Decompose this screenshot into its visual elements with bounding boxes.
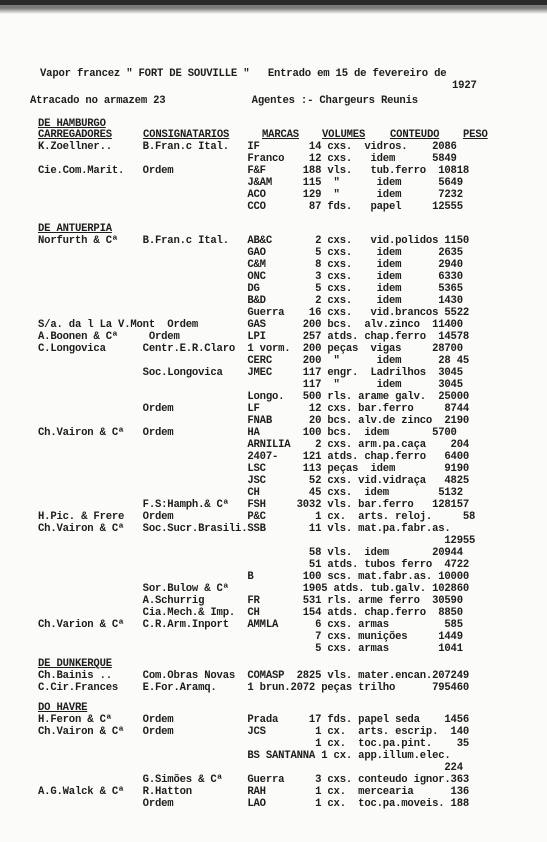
manifest-row: ACO 129 " idem 7232 [38,189,463,201]
manifest-row: S/a. da l La V.Mont Ordem GAS 200 bcs. alv.zinco 11400 [38,319,463,331]
manifest-row: J&AM 115 " idem 5649 [38,177,463,189]
vessel-line: Vapor francez " FORT DE SOUVILLE " Entrado em 15 de fevereiro de [40,68,447,80]
manifest-row: 2407- 121 atds. chap.ferro 6400 [38,451,470,463]
manifest-row: LSC 113 peças idem 9190 [38,463,470,475]
manifest-row: A.Boonen & Cª Ordem LPI 257 atds. chap.ferro 14578 [38,331,470,343]
section-title: DO HAVRE [38,702,88,714]
manifest-row: ONC 3 cxs. idem 6330 [38,271,463,283]
section-title: DE DUNKERQUE [38,658,112,670]
manifest-row: Guerra 16 cxs. vid.brancos 5522 [38,307,470,319]
manifest-row: Franco 12 cxs. idem 5849 [38,153,457,165]
column-consignatarios: CONSIGNATARIOS [143,129,230,141]
manifest-row: B&D 2 cxs. idem 1430 [38,295,463,307]
manifest-row: Ordem LF 12 cxs. bar.ferro 8744 [38,403,470,415]
column-carregadores: CARREGADORES [38,129,112,141]
manifest-row: 224 [38,762,463,774]
manifest-row: B 100 scs. mat.fabr.as. 10000 [38,571,470,583]
section-title: DE HAMBURGO [38,118,106,130]
manifest-row: Ch.Varion & Cª C.R.Arm.Inport AMMLA 6 cxs. armas 585 [38,619,463,631]
manifest-row: Sor.Bulow & Cª 1905 atds. tub.galv. 102860 [38,583,470,595]
manifest-row: G.Simões & Cª Guerra 3 cxs. conteudo ignor.363 [38,774,470,786]
manifest-row: CH 45 cxs. idem 5132 [38,487,463,499]
manifest-row: GAO 5 cxs. idem 2635 [38,247,463,259]
manifest-row: FNAB 20 bcs. alv.de zinco 2190 [38,415,470,427]
manifest-row: H.Feron & Cª Ordem Prada 17 fds. papel seda 1456 [38,714,470,726]
column-volumes: VOLUMES [322,129,366,141]
manifest-row: C&M 8 cxs. idem 2940 [38,259,463,271]
manifest-row: F.S:Hamph.& Cª FSH 3032 vls. bar.ferro 128157 [38,499,470,511]
manifest-row: Norfurth & Cª B.Fran.c Ital. AB&C 2 cxs. vid.polidos 1150 [38,235,470,247]
year: 1927 [452,80,477,92]
torn-top-edge [0,0,547,14]
section-title: DE ANTUERPIA [38,223,112,235]
manifest-row: Cia.Mech.& Imp. CH 154 atds. chap.ferro 8850 [38,607,463,619]
manifest-row: 117 " idem 3045 [38,379,463,391]
manifest-row: 12955 [38,535,476,547]
manifest-row: Ch.Vairon & Cª Ordem JCS 1 cx. arts. escrip. 140 [38,726,470,738]
manifest-row: DG 5 cxs. idem 5365 [38,283,463,295]
manifest-row: BS SANTANNA 1 cx. app.illum.elec. [38,750,451,762]
manifest-row: CCO 87 fds. papel 12555 [38,201,463,213]
berth-agent-line: Atracado no armazem 23 Agentes :- Chargeurs Reunis [30,95,418,107]
manifest-row: Ch.Vairon & Cª Ordem HA 100 bcs. idem 5700 [38,427,457,439]
manifest-row: C.Longovica Centr.E.R.Claro 1 vorm. 200 peças vigas 28700 [38,343,463,355]
manifest-row: A.G.Walck & Cª R.Hatton RAH 1 cx. mercearia 136 [38,786,470,798]
manifest-row: A.Schurrig FR 531 rls. arme ferro 30590 [38,595,463,607]
column-peso: PESO [463,129,488,141]
manifest-row: Cie.Com.Marit. Ordem F&F 188 vls. tub.ferro 10818 [38,165,470,177]
manifest-row: H.Pic. & Frere Ordem P&C 1 cx. arts. reloj. 58 [38,511,476,523]
manifest-row: ARNILIA 2 cxs. arm.pa.caça 204 [38,439,470,451]
manifest-row: Ch.Bainis .. Com.Obras Novas COMASP 2825 vls. mater.encan.207249 [38,670,470,682]
manifest-row: 7 cxs. munições 1449 [38,631,463,643]
manifest-row: K.Zoellner.. B.Fran.c Ital. IF 14 cxs. vidros. 2086 [38,141,457,153]
manifest-row: Ordem LAO 1 cx. toc.pa.moveis. 188 [38,798,470,810]
manifest-row: Longo. 500 rls. arame galv. 25000 [38,391,470,403]
manifest-row: 58 vls. idem 20944 [38,547,463,559]
manifest-row: 5 cxs. armas 1041 [38,643,463,655]
column-marcas: MARCAS [262,129,299,141]
manifest-row: 1 cx. toc.pa.pint. 35 [38,738,470,750]
manifest-row: JSC 52 cxs. vid.vidraça 4825 [38,475,470,487]
manifest-row: 51 atds. tubos ferro 4722 [38,559,470,571]
manifest-row: Ch.Vairon & Cª Soc.Sucr.Brasili.SSB 11 vls. mat.pa.fabr.as. [38,523,451,535]
column-conteudo: CONTEUDO [390,129,440,141]
manifest-row: Soc.Longovica JMEC 117 engr. Ladrilhos 3045 [38,367,463,379]
manifest-row: C.Cir.Frances E.For.Aramq. 1 brun.2072 peças trilho 795460 [38,682,470,694]
manifest-row: CERC 200 " idem 28 45 [38,355,470,367]
